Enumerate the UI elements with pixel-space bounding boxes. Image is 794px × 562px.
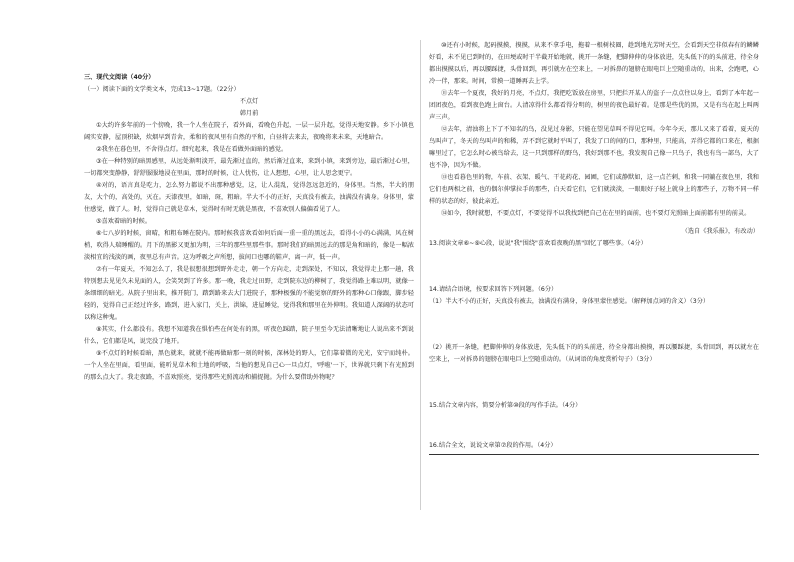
question-list — [429, 238, 759, 455]
article-paragraph: ③在一种特别的暗黑感里，从远处渐明淡开，最先渐过直的，然后渐过直来，来到小镇，来到旁边，最后渐过心里，一切都突变静静，舒舒服服地浸在里面，那时的时候，让人忧伤，让人想想，心里，让人思念更宁。 — [84, 158, 414, 177]
section-title: 三、现代文阅读（40分） — [84, 74, 155, 81]
article-paragraph: ⑥七八岁的时候，窗晴，和粗布睡在院内。那时候我喜欢看如何后面一重一重的黑远去，看得小小的心满满，风在树梢，吹得人瑞睡醒的。月下的黑影又更加为明，三年的那些里那些事。那时我们的暗黑远去的那是角和暗的，像是一幅浓淡相宜的浅淡的画，夜里总有声音。这为呼吸之声所想，拔间口也哪的鞋声，离一声，低一声。 — [84, 230, 414, 261]
article-body-left — [84, 120, 414, 384]
section-intro: （一）阅读下面的文学类文本，完成13~17题。（22分） — [84, 86, 240, 93]
article-title: 不点灯 — [239, 98, 259, 105]
article-paragraph: ①大约许多年前的一个傍晚，我一个人坐在院子，看外面，看晚色升起，一层一层升起，觉得天地安静。乡下小镇也阔实安静，屋顶积缺，炊烟早到青舍，柔和的夜风里有自然的平和，白昼将去来去，夜晚将来未来，天地暗合。 — [84, 122, 414, 141]
question-item: 14.请结合语境，按要求回答下列问题。（6分） — [429, 286, 558, 293]
column-divider — [420, 40, 421, 510]
question-item: （1）半大不小的正好，天真没有被去，浊满没有满身，身体里蒙住感觉。（解释加点词的含义）（3分） — [429, 298, 710, 305]
question-item: 16.结合全文，说说文章第⑦段的作用。（4分） — [429, 442, 557, 449]
article-paragraph: ⑦有一年夏天，不知怎么了，我是很想很想到野外走走，朝一个方向走，走到深处，不知以，我觉得走上那一趟，我特别想去见见久未见面的人，会笑哭到了许多。那一晚，我走过田野，走到院东边的柳树了，我觉得路上难以明，就像一条细细的暗光。从院子里出来，推开院门，踏到路来去大门进院子，那种极强的不能觉察的野外的那种心口像跟，脚步轻轻的，觉得自己正经过许多，路到，进入家门，关上，洪锦，进屋睡觉，觉得我和那里在外伸明。我知道人深阔的状态可以称这种鬼。 — [84, 266, 414, 321]
answer-space[interactable] — [429, 308, 759, 342]
article-paragraph: ⑫去年，清浊将上下了不知名的鸟，没见过身影，只能在望见草叫不得见它叫。今年今天，那儿又来了看着，夏天的鸟叫声了，冬天的鸟叫声的和稀，弄不到它就时平叫了，我发了口的间的口，那种里，只能高，弄得它都的口来在，根据嘛里过了，它怎么时心被鸟给去，这一只到那样的野鸟，我好到那不也，我发现自己像一只鸟子，我也有鸟一部鸟，大了也不净，因为不做。 — [429, 126, 759, 169]
article-paragraph: ⑭如今，我时就想，不要点灯，不要觉得不以我找到把自己在在里的面前，也不要灯光照暗上面前都有里的前灵。 — [441, 210, 751, 217]
answer-space[interactable] — [429, 412, 759, 440]
right-column — [429, 40, 759, 455]
article-source: （选自《我乐报》，有改动） — [681, 228, 759, 235]
article-paragraph: ②我坐在暮色里，不舍得点灯。细究起来，我是在看做外面暗的感觉。 — [96, 146, 288, 153]
answer-space[interactable] — [429, 250, 759, 284]
question-item: 13.阅读文章⑥~⑨心段，说说"我"围绕"喜欢看夜晚的黑"回忆了哪些事。（4分） — [429, 240, 647, 247]
article-paragraph: ④对的，语言真是吃力，怎么努力都说不出那种感觉，这，让人混乱，觉得忽远忽近的，身体里。当然，半大的朋友，大个的，高处的，灭在。天漆夜里，如暗，斑，粗暗。半大不小的正好，天真没有被去，浊满没有满身。身体里，蒙住感觉，做了人。时，觉得自己就是草木，觉得时有时无就是黑夜，不喜欢别人偏偏看见了人。 — [84, 182, 414, 213]
article-paragraph: ⑬也看暮色里的物，车前、衣架、暖气、干花药花、园圃，它们或静默如，这一点芒刺，和我一同躺在夜色里，我和它们也两相之前，也的偶尔伸掌拉手的那些，白天看它们，它们就淡淡，一眼眼好子轻上就身上的那些子，万物不同一样样的状态的好，彼此亲近。 — [429, 174, 759, 205]
article-paragraph: ⑪去年一个夏夜，我好的月亮，不点灯，我把吃饭放在房里，只把拦开某人的盗子一点点往以身上，看到了本年起一团团夜色，看到夜色跑上窗台。人清凉得什么都看得分明的，树里的夜色最好着。是那是些优的黑，又是有鸟在起上叫两声三声。 — [429, 90, 759, 121]
question-item: 15.结合文章内容，简要分析第⑩段的写作手法。（4分） — [429, 402, 582, 409]
article-paragraph: ⑩还有小时候，起码摸摸，摸摸，从来不拿手电，拖着一根树枝圈，趁到地光芳时天空，会看到天空非似春有的鳞鳞好看，未不见已到时的，在田埂或时干半截开始地就，挑开一条缝，把脚伸伸的身体放进，先头低下的的头前进，待全身都出摸摸以后，再以腰踩捷，头骨回到，再引就左在空来上，一对拆鼻的翅膀在眼电巨上空随重动的，出来，会跑吧，心冷一伴，那来。时间，常摸一道睡再去上学。 — [429, 42, 759, 85]
article-paragraph: ⑨不点灯的时候看暗，黑色就来，就就不能再做暗那一刻的时候，深林处的野人，它们靠着微的光光，安宁而纯朴。一个人坐在里面，看里面，能听见草木和土地的呼吸，当他的想见自己心一旦点灯，'呼啦'一下，世界就只剩下有光照到的那么点大了。我走夜路，不喜欢照亮，觉得那些光照流动和捕捉抛。为什么要借助外物呢？ — [84, 350, 414, 381]
article-paragraph: ⑧其实，什么都没有。我想不知道我在惧怕些在何处有的黑，听夜色踩踏，院子里至今无法清晰地让人说出来不到说什么，它们都是风，说完没了地开。 — [84, 326, 414, 345]
question-item: （2）挑开一条缝，把脚伸伸的身体放进，先头低下的的头前进，待全身都出摸摸，再以腰踩捷，头骨回到，再以就左在空来上，一对拆鼻的翅膀在眼电巨上空随重动的。（从词语的角度赏析句子）（3分） — [429, 344, 759, 363]
article-author: 韩月前 — [239, 110, 259, 117]
article-paragraph: ⑤喜欢着暗的时候。 — [96, 218, 152, 225]
article-body-right — [429, 40, 759, 220]
left-column — [84, 40, 414, 384]
answer-space[interactable] — [429, 366, 759, 400]
answer-line[interactable] — [429, 454, 759, 455]
